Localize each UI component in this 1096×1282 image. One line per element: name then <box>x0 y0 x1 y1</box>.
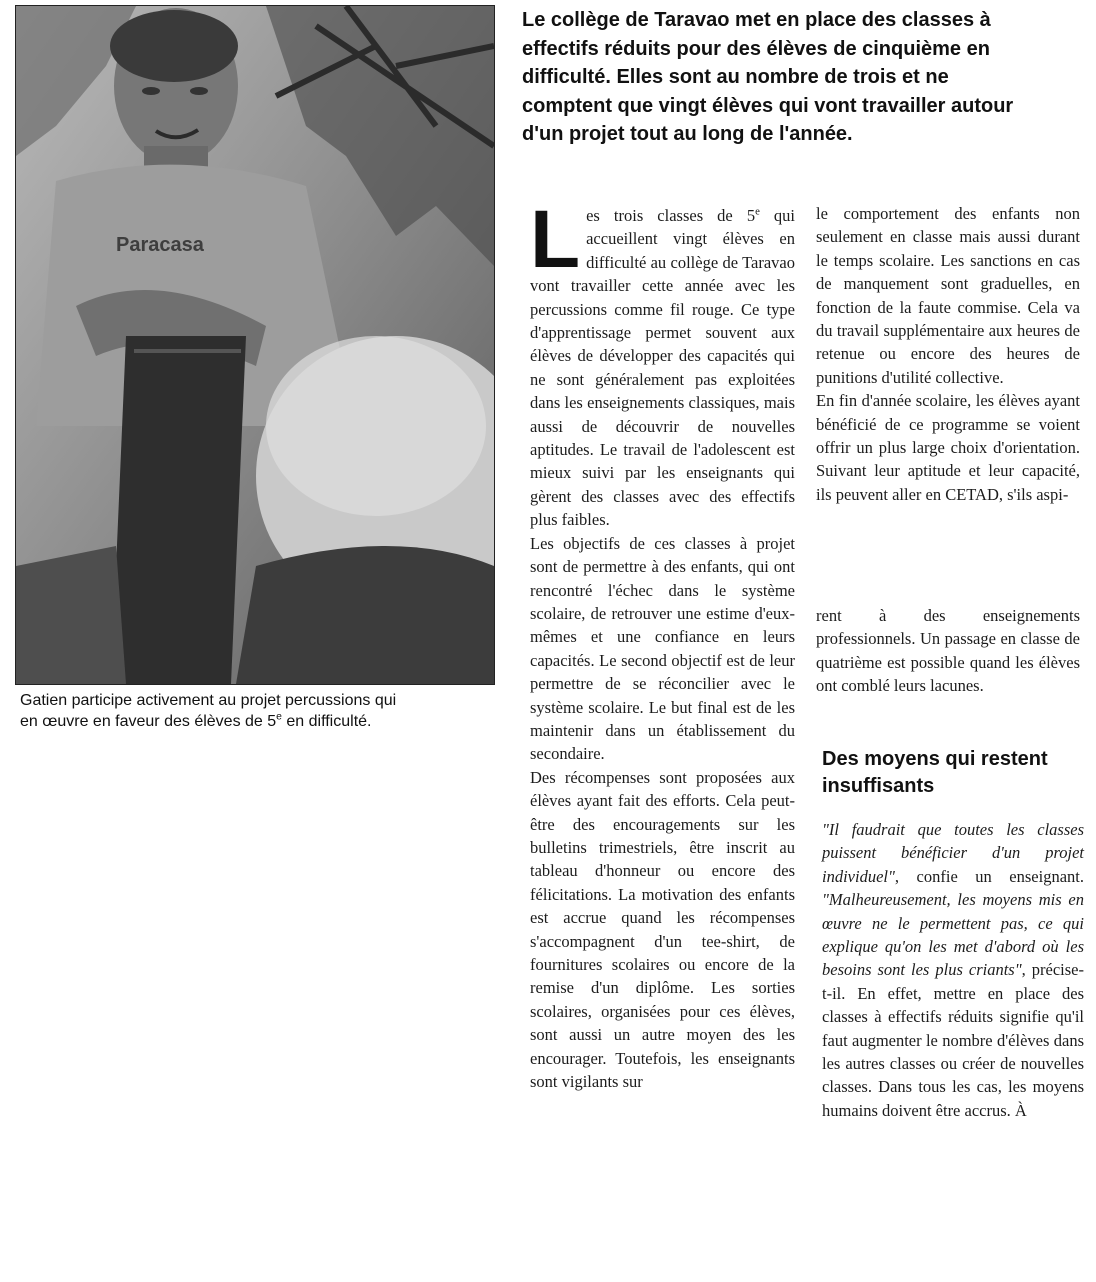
article-photo <box>15 5 495 685</box>
article-column-2 <box>816 202 1080 506</box>
caption-text: en œuvre en faveur des élèves de 5 <box>20 713 277 730</box>
paragraph-1-text-cont: qui accueillent vingt élèves en difficulté au collège de Taravao vont travailler cette année avec les percussions comme fil rouge. Ce type d'apprentissage permet souvent aux élèves de développer des capacités qui ne sont généralement pas exploitées dans les enseignements classiques, mais aussi de découvrir de nouvelles aptitudes. Le travail de l'adolescent est mieux suivi par les enseignants qui gèrent des classes avec des effectifs plus faibles. <box>530 206 795 530</box>
caption-line-1: Gatien participe activement au projet percussions qui <box>20 692 397 709</box>
article-column-1 <box>530 194 795 1093</box>
quote-2: "Malheureusement, les moyens mis en œuvre ne le permettent pas, ce qui explique qu'on les met d'abord où les besoins sont les plus criants" <box>822 890 1084 980</box>
paragraph-7-text-1: , confie un enseignant. <box>894 866 1084 886</box>
paragraph-6: rent à des enseignements professionnels. Un passage en classe de quatrième est possible quand les élèves ont comblé leurs lacunes. <box>816 606 1080 696</box>
photo-illustration <box>16 6 494 684</box>
quote-1: "Il faudrait que toutes les classes puissent bénéficier d'un projet individuel" <box>822 820 1084 886</box>
section-subheading: Des moyens qui restent insuffisants <box>822 748 1048 797</box>
paragraph-2: Les objectifs de ces classes à projet sont de permettre à des enfants, qui ont rencontré l'échec dans le système scolaire, de retrouver une estime d'eux-mêmes et une confiance en leurs capacités. Le second objectif est de leur permettre de se réconcilier avec le système scolaire. Le but final est de les maintenir dans un établissement du secondaire. <box>530 533 795 764</box>
article-column-2-continued <box>816 604 1080 698</box>
photo-caption <box>20 690 490 732</box>
article-column-2-bottom <box>822 818 1084 1122</box>
paragraph-4: le comportement des enfants non seulement en classe mais aussi durant le temps scolaire. Les sanctions en cas de manquement sont graduelles, en fonction de la faute commise. Cela va du travail supplémentaire aux heures de retenue ou encore des heures de punitions d'utilité collective. <box>816 204 1080 387</box>
paragraph-5: En fin d'année scolaire, les élèves ayant bénéficié de ce programme se voient offrir un plus large choix d'orientation. Suivant leur aptitude et leur capacité, ils peuvent aller en CETAD, s'ils aspi- <box>816 391 1080 504</box>
paragraph-1-text: es trois classes de 5 <box>586 206 756 225</box>
paragraph-3: Des récompenses sont proposées aux élèves ayant fait des efforts. Cela peut-être des encouragements sur les bulletins trimestriels, être inscrit au tableau d'honneur ou encore des félicitations. La motivation des enfants est accrue quand les récompenses s'accompagnent d'un tee-shirt, de fournitures scolaires ou encore de la remise d'un diplôme. Les sorties scolaires, organisées pour ces élèves, sont aussi un autre moyen des les encourager. Toutefois, les enseignants sont vigilants sur <box>530 767 795 1092</box>
article-lede: Le collège de Taravao met en place des classes à effectifs réduits pour des élèves de cinquième en difficulté. Elles sont au nombre de trois et ne comptent que vingt élèves qui vont travailler autour d'un projet tout au long de l'année. <box>522 9 1014 145</box>
caption-line-2 <box>20 711 490 732</box>
caption-superscript: e <box>276 711 282 723</box>
paragraph-1-superscript: e <box>755 205 760 218</box>
paragraph-7-text-2: , précise-t-il. En effet, mettre en place des classes à effectifs réduits signifie qu'il faut augmenter le nombre d'élèves dans les autres classes ou créer de nouvelles classes. Dans tous les cas, les moyens humains doivent être accrus. À <box>822 960 1084 1120</box>
caption-text-end: en difficulté. <box>281 713 372 730</box>
paragraph-1 <box>530 194 795 532</box>
shirt-print: Paracasa <box>116 234 204 256</box>
paragraph-7 <box>822 818 1084 1122</box>
drop-cap: L <box>530 194 581 285</box>
